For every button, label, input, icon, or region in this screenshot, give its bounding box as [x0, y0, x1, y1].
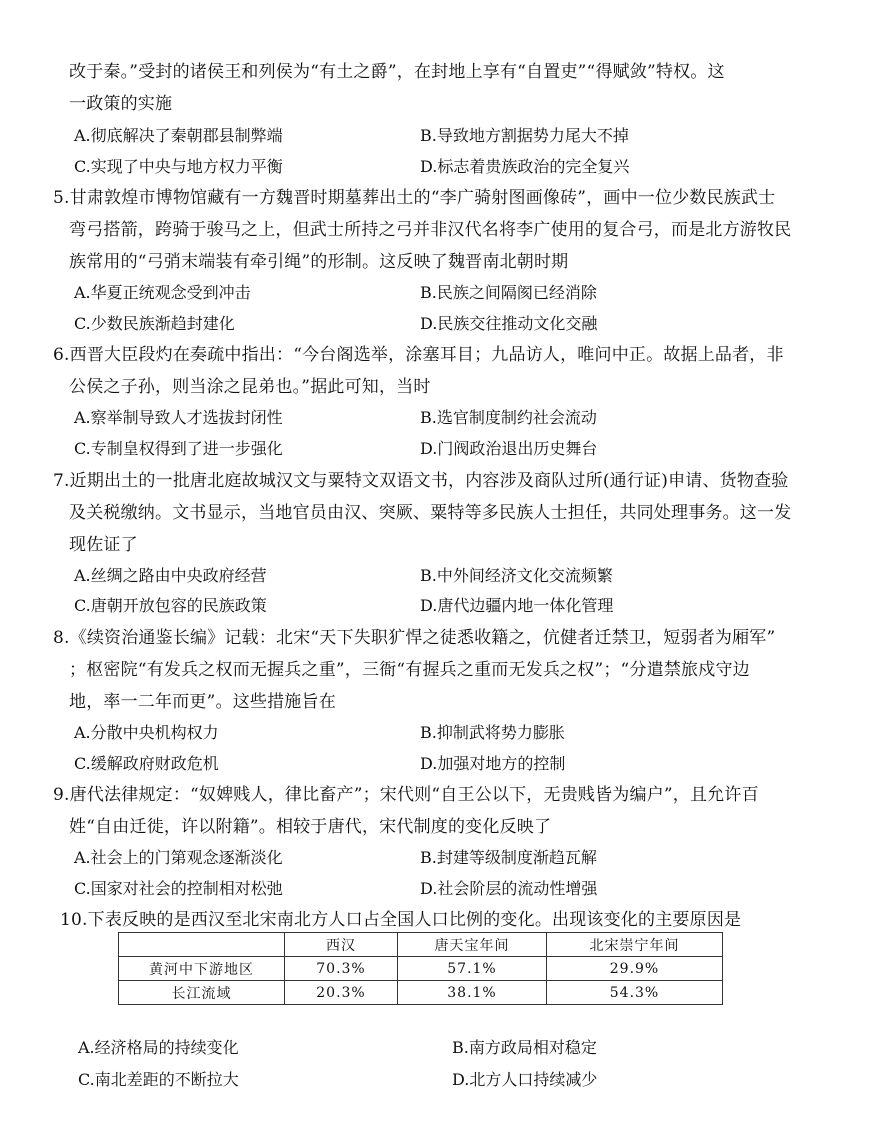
question-8-text-line: ；枢密院“有发兵之权而无握兵之重”，三衙“有握兵之重而无发兵之权”；“分遣禁旅戍守边 — [69, 660, 750, 680]
option-b[interactable]: B.抑制武将势力膨胀 — [420, 723, 565, 742]
question-9-text-line: 姓“自由迁徙，许以附籍”。相较于唐代，宋代制度的变化反映了 — [69, 817, 552, 837]
option-a[interactable]: A.彻底解决了秦朝郡县制弊端 — [74, 126, 283, 145]
option-c[interactable]: C.少数民族渐趋封建化 — [74, 314, 235, 333]
question-text-line: 改于秦。”受封的诸侯王和列侯为“有土之爵”，在封地上享有“自置吏”“得赋敛”特权。这 — [69, 62, 725, 82]
option-a[interactable]: A.经济格局的持续变化 — [78, 1038, 239, 1057]
option-d[interactable]: D.社会阶层的流动性增强 — [420, 879, 598, 898]
table-row — [119, 981, 723, 1005]
option-a[interactable]: A.华夏正统观念受到冲击 — [74, 283, 251, 302]
option-d[interactable]: D.门阀政治退出历史舞台 — [420, 439, 598, 458]
option-d[interactable]: D.标志着贵族政治的完全复兴 — [420, 157, 630, 176]
option-b[interactable]: B.民族之间隔阂已经消除 — [420, 283, 597, 302]
table-row — [119, 957, 723, 981]
option-d[interactable]: D.民族交往推动文化交融 — [420, 314, 598, 333]
option-b[interactable]: B.封建等级制度渐趋瓦解 — [420, 848, 597, 867]
option-c[interactable]: C.缓解政府财政危机 — [74, 754, 219, 773]
question-6-text-line: 6.西晋大臣段灼在奏疏中指出：“今台阁选举，涂塞耳目；九品访人，唯问中正。故据上品者，非 — [53, 345, 784, 365]
table-cell: 长江流域 — [119, 981, 285, 1005]
option-d[interactable]: D.唐代边疆内地一体化管理 — [420, 596, 614, 615]
question-8-text-line: 8.《续资治通鉴长编》记载：北宋“天下失职犷悍之徒悉收籍之，伉健者迁禁卫，短弱者为厢军” — [53, 628, 776, 648]
table-cell: 38.1% — [398, 981, 547, 1005]
question-9-text-line: 9.唐代法律规定：“奴婢贱人，律比畜产”；宋代则“自王公以下，无贵贱皆为编户”，且允许百 — [53, 785, 759, 805]
table-header-cell — [119, 933, 285, 957]
option-c[interactable]: C.国家对社会的控制相对松弛 — [74, 879, 283, 898]
table-header-cell: 西汉 — [285, 933, 398, 957]
option-c[interactable]: C.南北差距的不断拉大 — [78, 1070, 239, 1089]
question-8-text-line: 地，率一二年而更”。这些措施旨在 — [69, 692, 336, 712]
option-b[interactable]: B.导致地方割据势力尾大不掉 — [420, 126, 629, 145]
table-cell: 57.1% — [398, 957, 547, 981]
table-cell: 54.3% — [547, 981, 723, 1005]
question-5-text-line: 弯弓搭箭，跨骑于骏马之上，但武士所持之弓并非汉代名将李广使用的复合弓，而是北方游牧民 — [69, 220, 792, 240]
table-header-cell: 北宋崇宁年间 — [547, 933, 723, 957]
option-c[interactable]: C.实现了中央与地方权力平衡 — [74, 157, 283, 176]
question-6-text-line: 公侯之子孙，则当涂之昆弟也。”据此可知，当时 — [69, 377, 431, 397]
table-header-cell: 唐天宝年间 — [398, 933, 547, 957]
population-table — [118, 932, 723, 1005]
question-5-text-line: 族常用的“弓弰末端装有牵引绳”的形制。这反映了魏晋南北朝时期 — [69, 252, 569, 272]
option-a[interactable]: A.社会上的门第观念逐渐淡化 — [74, 848, 283, 867]
option-a[interactable]: A.察举制导致人才选拔封闭性 — [74, 408, 283, 427]
question-5-text-line: 5.甘肃敦煌市博物馆藏有一方魏晋时期墓葬出土的“李广骑射图画像砖”，画中一位少数民族武士 — [53, 188, 776, 208]
option-a[interactable]: A.丝绸之路由中央政府经营 — [74, 566, 267, 585]
question-7-text-line: 7.近期出土的一批唐北庭故城汉文与粟特文双语文书，内容涉及商队过所(通行证)申请、货物查验 — [53, 471, 789, 491]
option-a[interactable]: A.分散中央机构权力 — [74, 723, 219, 742]
option-b[interactable]: B.南方政局相对稳定 — [452, 1038, 597, 1057]
question-7-text-line: 及关税缴纳。文书显示，当地官员由汉、突厥、粟特等多民族人士担任，共同处理事务。这一发 — [69, 503, 792, 523]
question-10-text-line: 10.下表反映的是西汉至北宋南北方人口占全国人口比例的变化。出现该变化的主要原因是 — [60, 910, 742, 930]
table-cell: 20.3% — [285, 981, 398, 1005]
table-cell: 29.9% — [547, 957, 723, 981]
option-c[interactable]: C.专制皇权得到了进一步强化 — [74, 439, 283, 458]
option-b[interactable]: B.中外间经济文化交流频繁 — [420, 566, 613, 585]
option-c[interactable]: C.唐朝开放包容的民族政策 — [74, 596, 267, 615]
question-7-text-line: 现佐证了 — [69, 535, 138, 555]
table-header-row — [119, 933, 723, 957]
question-text-line: 一政策的实施 — [69, 94, 173, 114]
table-cell: 黄河中下游地区 — [119, 957, 285, 981]
option-d[interactable]: D.北方人口持续减少 — [452, 1070, 598, 1089]
table-cell: 70.3% — [285, 957, 398, 981]
option-b[interactable]: B.选官制度制约社会流动 — [420, 408, 597, 427]
option-d[interactable]: D.加强对地方的控制 — [420, 754, 566, 773]
